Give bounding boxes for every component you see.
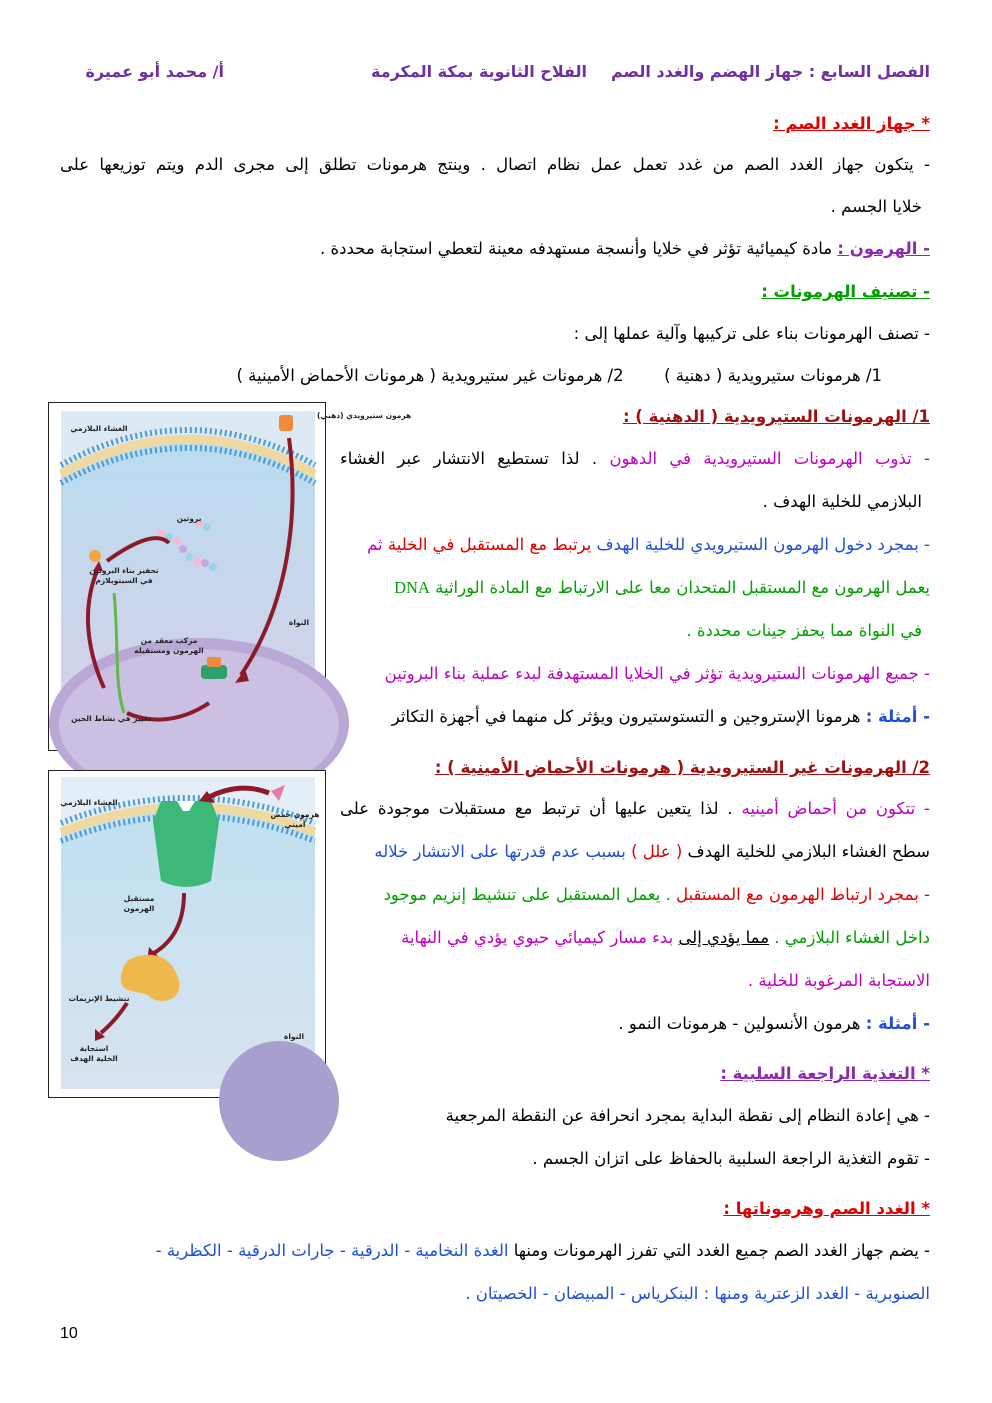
section-title-glands: * الغدد الصم وهرموناتها :: [723, 1199, 930, 1218]
label-stimulate-1: تحفيز بناء البروتين: [89, 566, 159, 575]
section-title-steroid: 1/ الهرمونات الستيرويدية ( الدهنية ) :: [622, 407, 930, 426]
section-title-feedback: * التغذية الراجعة السلبية :: [720, 1064, 930, 1083]
label-response-1: استجابة: [79, 1044, 109, 1053]
label-enzyme: تنشيط الإنزيمات: [68, 994, 130, 1003]
section-title-nonsteroid: 2/ الهرمونات غير الستيرويدية ( هرمونات الأحماض الأمينية ) :: [434, 758, 930, 777]
header-school: الفلاح الثانوية بمكة المكرمة: [370, 62, 587, 81]
hormone-receptor-complex: [201, 665, 227, 679]
feedback-line-1: - هي إعادة النظام إلى نقطة البداية بمجرد انحرافة عن النقطة المرجعية: [445, 1106, 930, 1125]
header-teacher: أ/ محمد أبو عميرة: [85, 62, 224, 81]
intro-line-2: خلايا الجسم .: [830, 197, 922, 216]
steroid-p1-line1: - تذوب الهرمونات الستيرويدية في الدهون . لذا تستطيع الانتشار عبر الغشاء: [340, 449, 930, 468]
nonsteroid-examples: - أمثلة : هرمون الأنسولين - هرمونات النمو .: [618, 1014, 930, 1033]
label-membrane-2: الغشاء البلازمي: [60, 798, 118, 807]
label-stimulate-2: في السيتوبلازم: [95, 576, 153, 585]
label-nucleus: النواة: [288, 618, 310, 627]
page-number: 10: [60, 1325, 78, 1342]
nonsteroid-p2-line3: الاستجابة المرغوبة للخلية .: [747, 971, 930, 990]
nonsteroid-p1-line2: سطح الغشاء البلازمي للخلية الهدف ( علل ) بسبب عدم قدرتها على الانتشار خلاله: [374, 842, 930, 861]
hormone-definition: - الهرمون : مادة كيميائية تؤثر في خلايا وأنسجة مستهدفه معينة لتعطي استجابة محددة .: [320, 239, 930, 258]
label-response-2: الخلية الهدف: [70, 1054, 118, 1063]
label-amino-hormone-1: هرمون حمض: [270, 810, 320, 819]
nucleus-shape-2: [219, 1041, 339, 1161]
figure-amino-acid-hormone: [48, 770, 326, 1098]
nonsteroid-p2-line2: داخل الغشاء البلازمي . مما يؤدي إلى بدء مسار كيميائي حيوي يؤدي في النهاية: [401, 928, 930, 947]
steroid-p2-line3: في النواة مما يحفز جينات محددة .: [686, 621, 922, 640]
label-nucleus-2: النواة: [283, 1032, 305, 1041]
steroid-p3: - جميع الهرمونات الستيرويدية تؤثر في الخلايا المستهدفة لبدء عملية بناء البروتين: [384, 664, 930, 683]
label-gene-change: تغيير في نشاط الجين: [71, 714, 151, 723]
section-title-endocrine: * جهاز الغدد الصم :: [773, 114, 930, 133]
label-protein: بروتين: [176, 514, 202, 523]
steroid-p1-line2: البلازمي للخلية الهدف .: [762, 492, 922, 511]
intro-line-1: - يتكون جهاز الغدد الصم من غدد تعمل عمل نظام اتصال . وينتج هرمونات تطلق إلى مجرى الدم ويتم توزيعها على: [60, 155, 930, 174]
steroid-p2-line1: - بمجرد دخول الهرمون الستيرويدي للخلية الهدف يرتبط مع المستقبل في الخلية ثم: [367, 535, 930, 554]
nonsteroid-p1-line1: - تتكون من أحماض أمينيه . لذا يتعين عليها أن ترتبط مع مستقبلات موجودة على: [340, 799, 930, 818]
steroid-examples: - أمثلة : هرمونا الإستروجين و التستوستيرون ويؤثر كل منهما في أجهزة التكاثر: [391, 707, 930, 726]
glands-line-1: - يضم جهاز الغدد الصم جميع الغدد التي تفرز الهرمونات ومنها الغدة النخامية - الدرقية - جارات الدرقية - الكظرية -: [155, 1241, 930, 1260]
label-amino-hormone-2: أميني: [284, 820, 306, 829]
steroid-p2-line2: يعمل الهرمون مع المستقبل المتحدان معا على الارتباط مع المادة الوراثية DNA: [394, 578, 930, 597]
classification-line-1: - تصنف الهرمونات بناء على تركيبها وآلية عملها إلى :: [573, 324, 930, 343]
header-chapter: الفصل السابع : جهاز الهضم والغدد الصم: [611, 62, 930, 81]
label-complex-2: الهرمون ومستقبله: [134, 646, 204, 655]
glands-line-2: الصنوبرية - الغدد الزعترية ومنها : البنكرياس - المبيضان - الخصيتان .: [465, 1284, 930, 1303]
label-steroid-hormone: هرمون ستيرويدي (دهني): [317, 411, 412, 420]
label-receptor-1: مستقبل: [123, 894, 155, 903]
label-membrane: الغشاء البلازمي: [70, 424, 128, 433]
classification-items: 1/ هرمونات ستيرويدية ( دهنية ) 2/ هرمونات غير ستيرويدية ( هرمونات الأحماض الأمينية ): [236, 366, 882, 385]
ribosome-icon: [89, 550, 101, 562]
figure-steroid-hormone: [48, 402, 412, 751]
label-receptor-2: الهرمون: [123, 904, 155, 913]
nonsteroid-p2-line1: - بمجرد ارتباط الهرمون مع المستقبل . يعمل المستقبل على تنشيط إنزيم موجود: [383, 885, 930, 904]
section-title-classification: - تصنيف الهرمونات :: [761, 282, 930, 301]
receptor-icon: [153, 801, 219, 887]
feedback-line-2: - تقوم التغذية الراجعة السلبية بالحفاظ على اتزان الجسم .: [532, 1149, 930, 1168]
label-complex-1: مركب معقد من: [140, 636, 198, 645]
